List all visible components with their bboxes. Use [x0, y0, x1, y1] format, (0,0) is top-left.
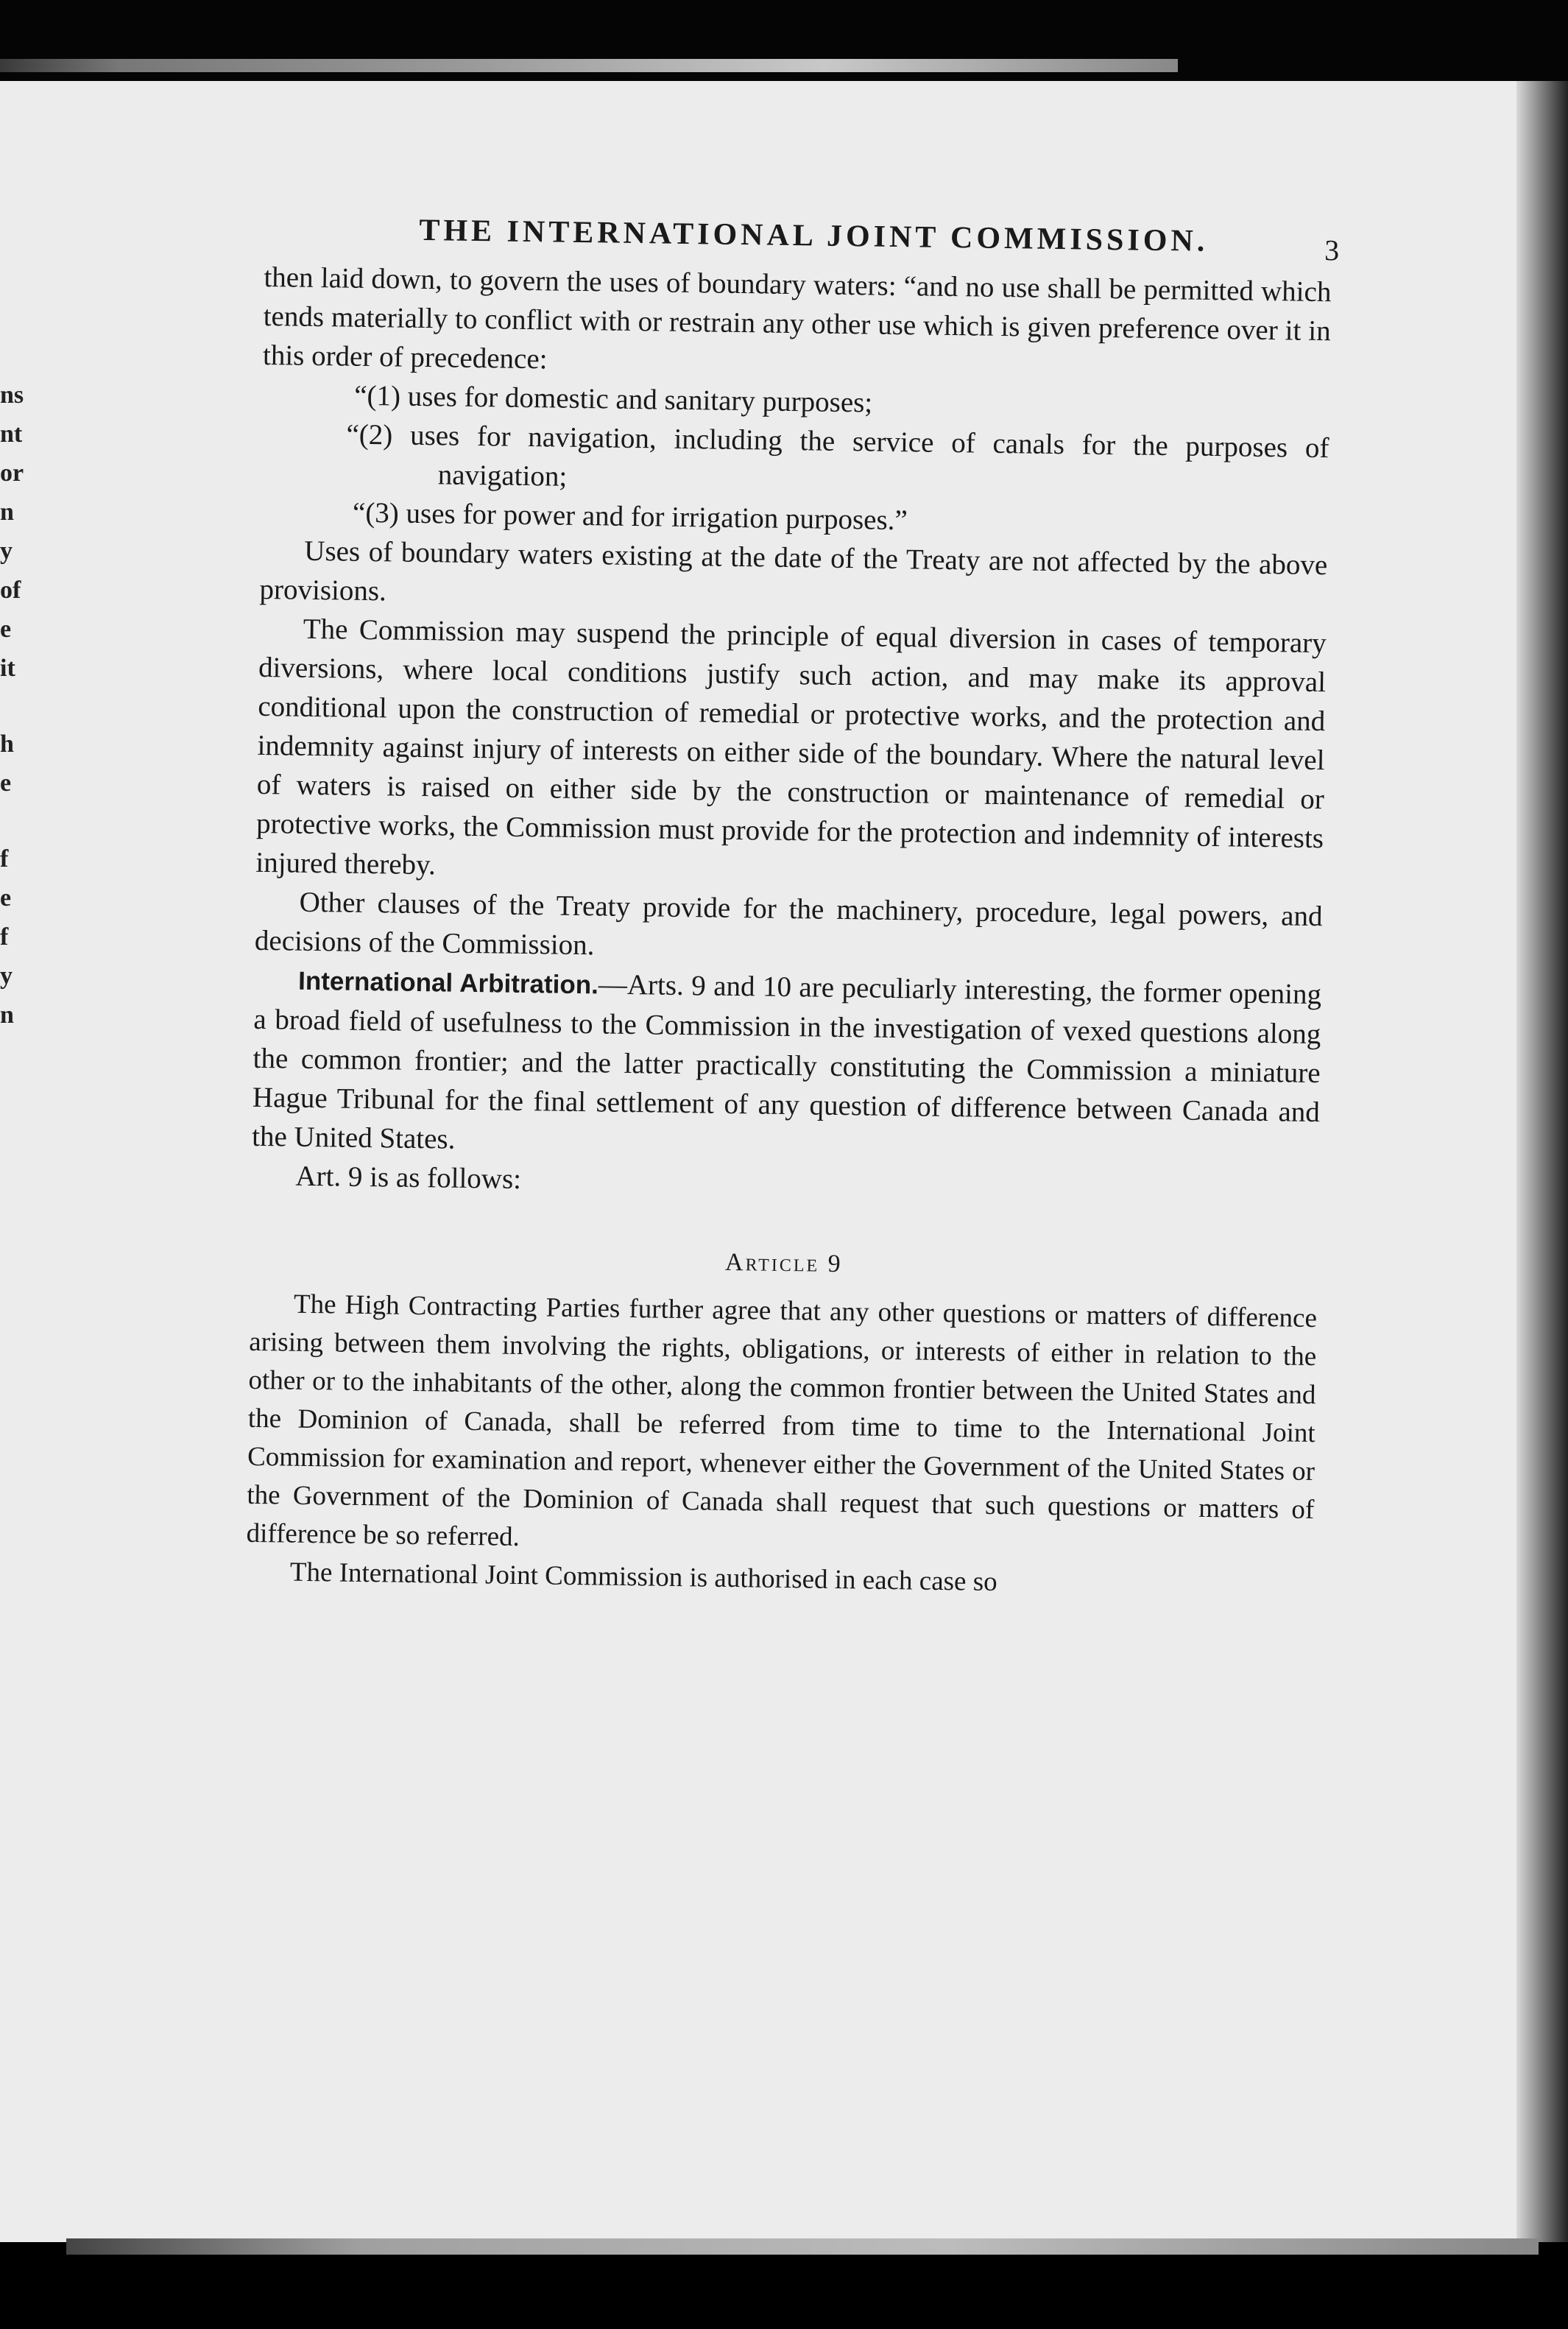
paragraph: Art. 9 is as follows:	[295, 1160, 522, 1195]
fragment: f	[0, 845, 9, 873]
article-text	[246, 1285, 1318, 1606]
paragraph: The Commission may suspend the principle of equal diversion in cases of temporary diversions, where local conditions justify such action, and may make its approval conditional upon the construction of remedial or protective works, and the protection and indemnity against injury of interests on either side of the boundary. Where the natural level of waters is raised on either side by the construction or maintenance of remedial or protective works, the Commission must provide for the protection and indemnity of interests injured thereby.	[255, 613, 1327, 881]
previous-page-fragments	[0, 376, 29, 1035]
paragraph-text: —Arts. 9 and 10 are peculiarly interesting, the former opening a broad field of usefulness to the Commission in the investigation of vexed questions along the common frontier; and the latter practically constituting the Commission a miniature Hague Tribunal for the final settlement of any question of difference between Canada and the United States.	[251, 968, 1322, 1155]
page-number: 3	[1324, 233, 1340, 267]
scan-edge-bottom	[66, 2238, 1539, 2255]
fragment: f	[0, 923, 9, 951]
list-item: “(3) uses for power and for irrigation purposes.”	[352, 496, 908, 537]
paragraph: The International Joint Commission is authorised in each case so	[289, 1557, 997, 1598]
page-content	[246, 199, 1340, 1606]
fragment: e	[0, 884, 12, 912]
fragment: n	[0, 498, 14, 526]
fragment: e	[0, 769, 12, 797]
fragment: y	[0, 538, 13, 565]
page-shadow	[1516, 81, 1568, 2242]
running-title: THE INTERNATIONAL JOINT COMMISSION.	[419, 213, 1209, 258]
paragraph: Other clauses of the Treaty provide for the machinery, procedure, legal powers, and decisions of the Commission.	[254, 886, 1323, 962]
list-item: “(1) uses for domestic and sanitary purposes;	[353, 379, 873, 419]
fragment: y	[0, 962, 13, 990]
fragment: or	[0, 459, 24, 487]
fragment: h	[0, 730, 14, 758]
fragment: ns	[0, 381, 24, 409]
paragraph: The High Contracting Parties further agree that any other questions or matters of difference arising between them involving the rights, obligations, or interests of either in relation to the other or to the inhabitants of the other, along the common frontier between the United States and the Dominion of Canada, shall be referred from time to time to the International Joint Commission for examination and report, whenever either the Government of the United States or the Government of the Dominion of Canada shall request that such questions or matters of difference be so referred.	[246, 1289, 1318, 1553]
body-text	[251, 258, 1332, 1210]
scan-edge-top	[0, 59, 1178, 72]
paragraph: Uses of boundary waters existing at the date of the Treaty are not affected by the above provisions.	[259, 535, 1328, 607]
list-item: “(2) uses for navigation, including the service of canals for the purposes of navigation;	[346, 418, 1329, 493]
section-heading: International Arbitration.	[297, 966, 599, 1000]
scan-frame-top	[0, 0, 1568, 88]
fragment: e	[0, 616, 12, 643]
fragment: nt	[0, 420, 23, 448]
fragment: it	[0, 655, 15, 682]
fragment: of	[0, 577, 21, 604]
paragraph: then laid down, to govern the uses of boundary waters: “and no use shall be permitted which tends materially to conflict with or restrain any other use which is given preference over it in this order of precedence:	[262, 261, 1332, 376]
fragment: n	[0, 1001, 14, 1029]
paragraph	[252, 960, 1322, 1171]
article-heading: Article 9	[724, 1248, 843, 1278]
